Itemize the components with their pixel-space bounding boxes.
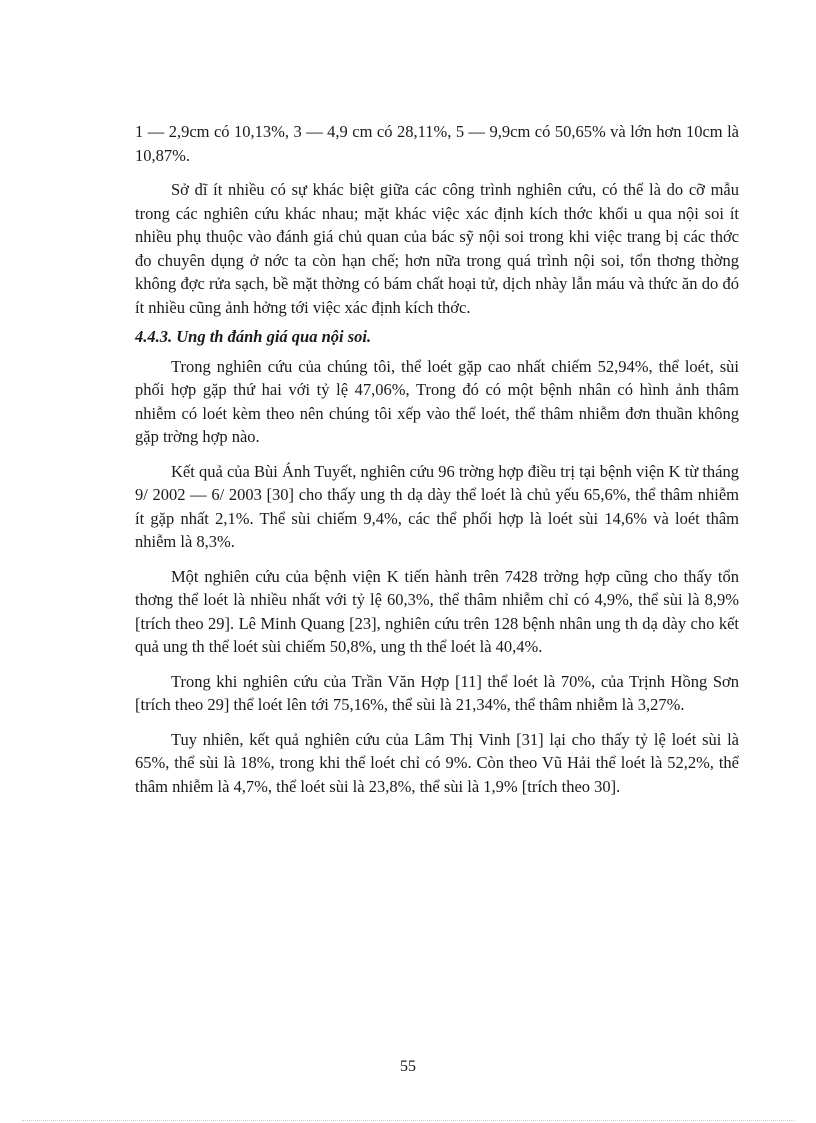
page-number: 55 bbox=[400, 1058, 416, 1075]
paragraph-bui-anh-tuyet: Kết quả của Bùi Ánh Tuyết, nghiên cứu 96 trờng hợp điều trị tại bệnh viện K từ tháng 9/ 2002 — 6/ 2003 [30] cho thấy ung th dạ dày thể loét là chủ yếu 65,6%, thể thâm nhiễm ít gặp nhất 2,1%. Thể sùi chiếm 9,4%, các thể phối hợp là loét sùi 14,6% và loét thâm nhiễm là 8,3%. bbox=[135, 461, 739, 551]
footer-divider bbox=[22, 1120, 794, 1121]
paragraph-size-distribution: 1 — 2,9cm có 10,13%, 3 — 4,9 cm có 28,11%, 5 — 9,9cm có 50,65% và lớn hơn 10cm là 10,87%. bbox=[135, 122, 739, 165]
section-heading: 4.4.3. Ung th đánh giá qua nội soi. bbox=[135, 327, 372, 346]
paragraph-lam-thi-vinh: Tuy nhiên, kết quả nghiên cứu của Lâm Thị Vinh [31] lại cho thấy tỷ lệ loét sùi là 65%, thể sùi là 18%, trong khi thể loét chỉ có 9%. Còn theo Vũ Hải thể loét là 52,2%, thể thâm nhiễm là 4,7%, thể loét sùi là 23,8%, thể sùi là 1,9% [trích theo 30]. bbox=[135, 729, 739, 796]
paragraph-size-discussion: Sở dĩ ít nhiều có sự khác biệt giữa các công trình nghiên cứu, có thể là do cỡ mẫu trong các nghiên cứu khác nhau; mặt khác việc xác định kích thớc khối u qua nội soi ít nhiều phụ thuộc vào đánh giá chủ quan của bác sỹ nội soi trong khi việc trang bị các thớc đo chuyên dụng ở nớc ta còn hạn chế; hơn nữa trong quá trình nội soi, tổn thơng thờng không đợc rửa sạch, bề mặt thờng có bám chất hoại tử, dịch nhày lẫn máu và thức ăn do đó ít nhiều cũng ảnh hởng tới việc xác định kích thớc. bbox=[135, 180, 739, 317]
paragraph-hospital-k: Một nghiên cứu của bệnh viện K tiến hành trên 7428 trờng hợp cũng cho thấy tổn thơng thể loét là nhiều nhất với tỷ lệ 60,3%, thể thâm nhiễm chỉ có 4,9%, thể sùi là 8,9% [trích theo 29]. Lê Minh Quang [23], nghiên cứu trên 128 bệnh nhân ung th dạ dày cho kết quả ung th thể loét sùi chiếm 50,8%, ung th thể loét là 40,4%. bbox=[135, 566, 739, 656]
page-body bbox=[135, 120, 739, 798]
paragraph-our-study: Trong nghiên cứu của chúng tôi, thể loét gặp cao nhất chiếm 52,94%, thể loét, sùi phối hợp gặp thứ hai với tỷ lệ 47,06%, Trong đó có một bệnh nhân có hình ảnh thâm nhiễm có loét kèm theo nên chúng tôi xếp vào thể loét, thể thâm nhiễm đơn thuần không gặp trờng hợp nào. bbox=[135, 356, 739, 446]
paragraph-tran-van-hop: Trong khi nghiên cứu của Trần Văn Hợp [11] thể loét là 70%, của Trịnh Hồng Sơn [trích theo 29] thể loét lên tới 75,16%, thể sùi là 21,34%, thể thâm nhiễm là 3,27%. bbox=[135, 671, 739, 714]
